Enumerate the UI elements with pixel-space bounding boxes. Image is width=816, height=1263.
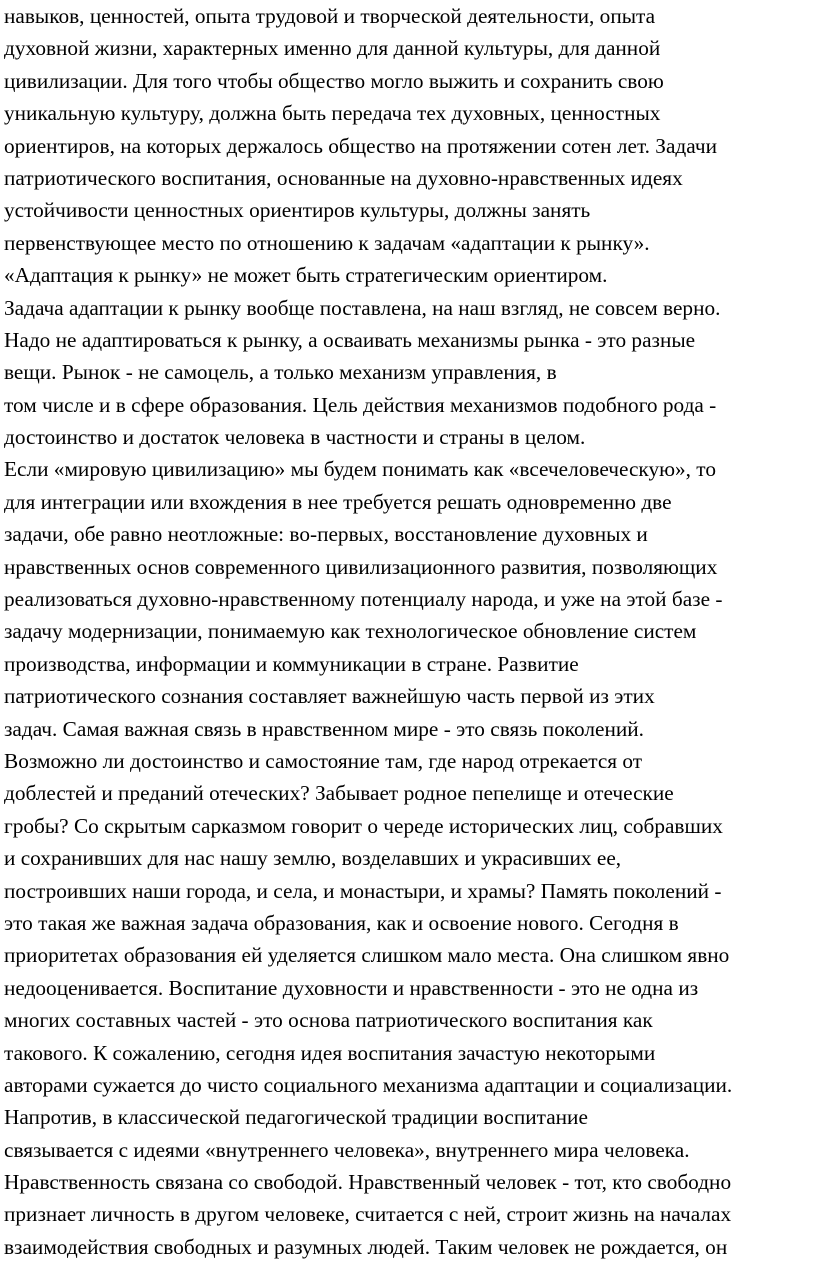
text-line-28: построивших наши города, и села, и монастыри, и храмы? Память поколений - xyxy=(4,878,722,903)
text-line-22: патриотического сознания составляет важнейшую часть первой из этих xyxy=(4,684,655,709)
text-line-36: связывается с идеями «внутреннего человека», внутреннего мира человека. xyxy=(4,1137,690,1162)
text-line-10: Задача адаптации к рынку вообще поставлена, на наш взгляд, не совсем верно. xyxy=(4,295,721,320)
text-line-9: «Адаптация к рынку» не может быть стратегическим ориентиром. xyxy=(4,263,608,288)
text-line-31: недооценивается. Воспитание духовности и нравственности - это не одна из xyxy=(4,975,699,1000)
text-line-7: устойчивости ценностных ориентиров культуры, должны занять xyxy=(4,198,591,223)
text-line-32: многих составных частей - это основа патриотического воспитания как xyxy=(4,1008,653,1033)
text-line-5: ориентиров, на которых держалось общество на протяжении сотен лет. Задачи xyxy=(4,133,717,158)
text-line-13: том числе и в сфере образования. Цель действия механизмов подобного рода - xyxy=(4,392,717,417)
text-line-8: первенствующее место по отношению к задачам «адаптации к рынку». xyxy=(4,230,650,255)
text-line-23: задач. Самая важная связь в нравственном мире - это связь поколений. xyxy=(4,716,644,741)
text-line-29: это такая же важная задача образования, как и освоение нового. Сегодня в xyxy=(4,910,679,935)
text-line-18: нравственных основ современного цивилизационного развития, позволяющих xyxy=(4,554,718,579)
text-line-39: взаимодействия свободных и разумных людей. Таким человек не рождается, он xyxy=(4,1234,728,1259)
text-line-4: уникальную культуру, должна быть передача тех духовных, ценностных xyxy=(4,101,661,126)
text-line-15: Если «мировую цивилизацию» мы будем понимать как «всечеловеческую», то xyxy=(4,457,716,482)
text-line-11: Надо не адаптироваться к рынку, а осваивать механизмы рынка - это разные xyxy=(4,327,696,352)
text-line-24: Возможно ли достоинство и самостояние там, где народ отрекается от xyxy=(4,748,643,773)
text-line-3: цивилизации. Для того чтобы общество могло выжить и сохранить свою xyxy=(4,68,664,93)
text-line-37: Нравственность связана со свободой. Нравственный человек - тот, кто свободно xyxy=(4,1170,732,1195)
document-page xyxy=(4,0,816,1263)
text-line-25: доблестей и преданий отеческих? Забывает родное пепелище и отеческие xyxy=(4,781,674,806)
text-line-33: такового. К сожалению, сегодня идея воспитания зачастую некоторыми xyxy=(4,1040,656,1065)
text-line-30: приоритетах образования ей уделяется слишком мало места. Она слишком явно xyxy=(4,943,730,968)
text-line-34: авторами сужается до чисто социального механизма адаптации и социализации. xyxy=(4,1072,733,1097)
text-line-2: духовной жизни, характерных именно для данной культуры, для данной xyxy=(4,36,661,61)
text-line-1: навыков, ценностей, опыта трудовой и творческой деятельности, опыта xyxy=(4,4,656,28)
text-line-12: вещи. Рынок - не самоцель, а только механизм управления, в xyxy=(4,360,557,385)
text-line-19: реализоваться духовно-нравственному потенциалу народа, и уже на этой базе - xyxy=(4,587,723,612)
text-line-35: Напротив, в классической педагогической традиции воспитание xyxy=(4,1105,588,1130)
text-line-6: патриотического воспитания, основанные на духовно-нравственных идеях xyxy=(4,165,683,190)
text-line-27: и сохранивших для нас нашу землю, возделавших и украсивших ее, xyxy=(4,846,622,871)
text-line-16: для интеграции или вхождения в нее требуется решать одновременно две xyxy=(4,489,672,514)
text-line-26: гробы? Со скрытым сарказмом говорит о череде исторических лиц, собравших xyxy=(4,813,723,838)
text-line-20: задачу модернизации, понимаемую как технологическое обновление систем xyxy=(4,619,697,644)
text-line-21: производства, информации и коммуникации в стране. Развитие xyxy=(4,651,579,676)
text-line-14: достоинство и достаток человека в частности и страны в целом. xyxy=(4,425,586,450)
text-line-17: задачи, обе равно неотложные: во-первых, восстановление духовных и xyxy=(4,522,648,547)
text-line-38: признает личность в другом человеке, считается с ней, строит жизнь на началах xyxy=(4,1202,732,1227)
